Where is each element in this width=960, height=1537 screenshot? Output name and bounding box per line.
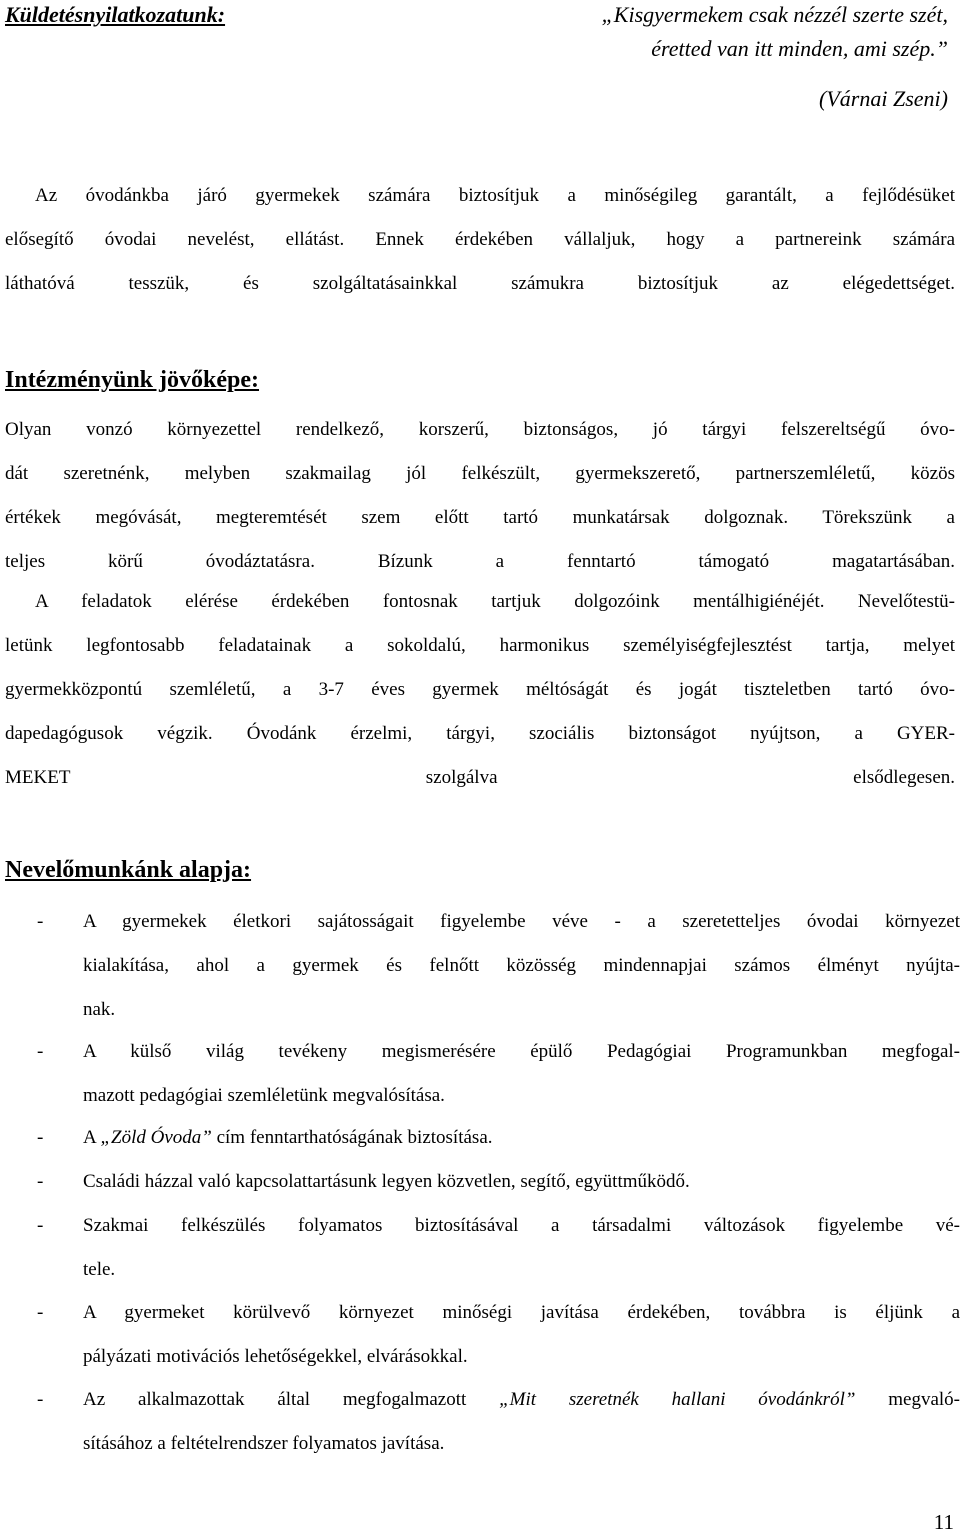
vision-p1-line-3: értékek megóvását, megteremtését szem előtt tartó munkatársak dolgoznak. Törekszünk a [5,507,955,528]
item6-line-1: A gyermeket körülvevő környezet minőségi javítása érdekében, továbbra is éljünk a [83,1302,960,1323]
vision-paragraph-2 [35,580,955,624]
item6-line-2: pályázati motivációs lehetőségekkel, elvárásokkal. [83,1346,468,1367]
list-dash: - [37,1215,44,1236]
list-item-body [83,1160,960,1204]
item2-line-1: A külső világ tevékeny megismerésére épülő Pedagógiai Programunkban megfogal- [83,1041,960,1062]
list-dash: - [37,1389,44,1410]
list-item-body [83,1378,960,1466]
vision-heading: Intézményünk jövőképe: [5,367,260,393]
list-item-body [83,1204,960,1292]
vision-p2-line-1: A feladatok elérése érdekében fontosnak tartjuk dolgozóink mentálhigiénéjét. Nevelőtestü- [35,591,955,612]
list-dash: - [37,911,44,932]
page-number: 11 [933,1510,954,1534]
list-dash: - [37,1041,44,1062]
motto-line-2: éretted van itt minden, ami szép.” [651,36,948,61]
list-item-body [83,900,960,1032]
mission-paragraph [35,174,955,218]
vision-p1-line-2: dát szeretnénk, melyben szakmailag jól felkészült, gyermekszerető, partnerszemléletű, közös [5,463,955,484]
motto-line-1: „Kisgyermekem csak nézzél szerte szét, [601,2,948,27]
vision-paragraph-2-cont [5,624,955,800]
list-item-body [83,1116,960,1160]
item7-prefix: Az alkalmazottak által megfogalmazott [83,1389,500,1410]
item7-line-1 [83,1378,960,1422]
item3-prefix: A [83,1127,101,1148]
item5-line-2: tele. [83,1259,116,1280]
list-item-body [83,1291,960,1379]
vision-p1-line-1: Olyan vonzó környezettel rendelkező, korszerű, biztonságos, jó tárgyi felszereltségű óvo- [5,419,955,440]
item3-suffix: cím fenntarthatóságának biztosítása. [211,1127,493,1148]
mission-line-1: Az óvodánkba járó gyermekek számára biztosítjuk a minőségileg garantált, a fejlődésüket [35,185,955,206]
item1-line-3: nak. [83,999,116,1020]
vision-p1-line-4: teljes körű óvodáztatásra. Bízunk a fenntartó támogató magatartásában. [5,551,955,572]
mission-heading: Küldetésnyilatkozatunk: [5,2,226,27]
mission-line-3: láthatóvá tesszük, és szolgáltatásainkkal számukra biztosítjuk az elégedettséget. [5,273,955,294]
item1-line-1: A gyermekek életkori sajátosságait figyelembe véve - a szeretetteljes óvodai környezet [83,911,960,932]
item1-line-2: kialakítása, ahol a gyermek és felnőtt közösség mindennapjai számos élményt nyújta- [83,955,960,976]
item3-line-1 [83,1116,960,1160]
item5-line-1: Szakmai felkészülés folyamatos biztosításával a társadalmi változások figyelembe vé- [83,1215,960,1236]
item7-line-2: sításához a feltételrendszer folyamatos javítása. [83,1433,445,1454]
mission-line-2: elősegítő óvodai nevelést, ellátást. Ennek érdekében vállaljuk, hogy a partnereink számára [5,229,955,250]
vision-p2-line-5: MEKET szolgálva elsődlegesen. [5,767,955,788]
list-dash: - [37,1302,44,1323]
mission-paragraph-cont [5,218,955,306]
item2-line-2: mazott pedagógiai szemléletünk megvalósítása. [83,1085,445,1106]
item3-italic-title: „Zöld Óvoda” [100,1127,212,1148]
list-dash: - [37,1171,44,1192]
vision-p2-line-3: gyermekközpontú szemléletű, a 3-7 éves gyermek méltóságát és jogát tiszteletben tartó óvo- [5,679,955,700]
basis-heading: Nevelőmunkánk alapja: [5,857,252,883]
list-dash: - [37,1127,44,1148]
item4-line-1: Családi házzal való kapcsolattartásunk legyen közvetlen, segítő, együttműködő. [83,1171,690,1192]
motto-author: (Várnai Zseni) [819,86,948,111]
item7-suffix: megvaló- [855,1389,960,1410]
vision-p2-line-4: dapedagógusok végzik. Óvodánk érzelmi, tárgyi, szociális biztonságot nyújtson, a GYER- [5,723,955,744]
list-item-body [83,1030,960,1118]
vision-p2-line-2: letünk legfontosabb feladatainak a sokoldalú, harmonikus személyiségfejlesztést tartja, melyet [5,635,955,656]
item7-italic-title: „Mit szeretnék hallani óvodánkról” [499,1389,856,1410]
vision-paragraph-1 [5,408,955,584]
